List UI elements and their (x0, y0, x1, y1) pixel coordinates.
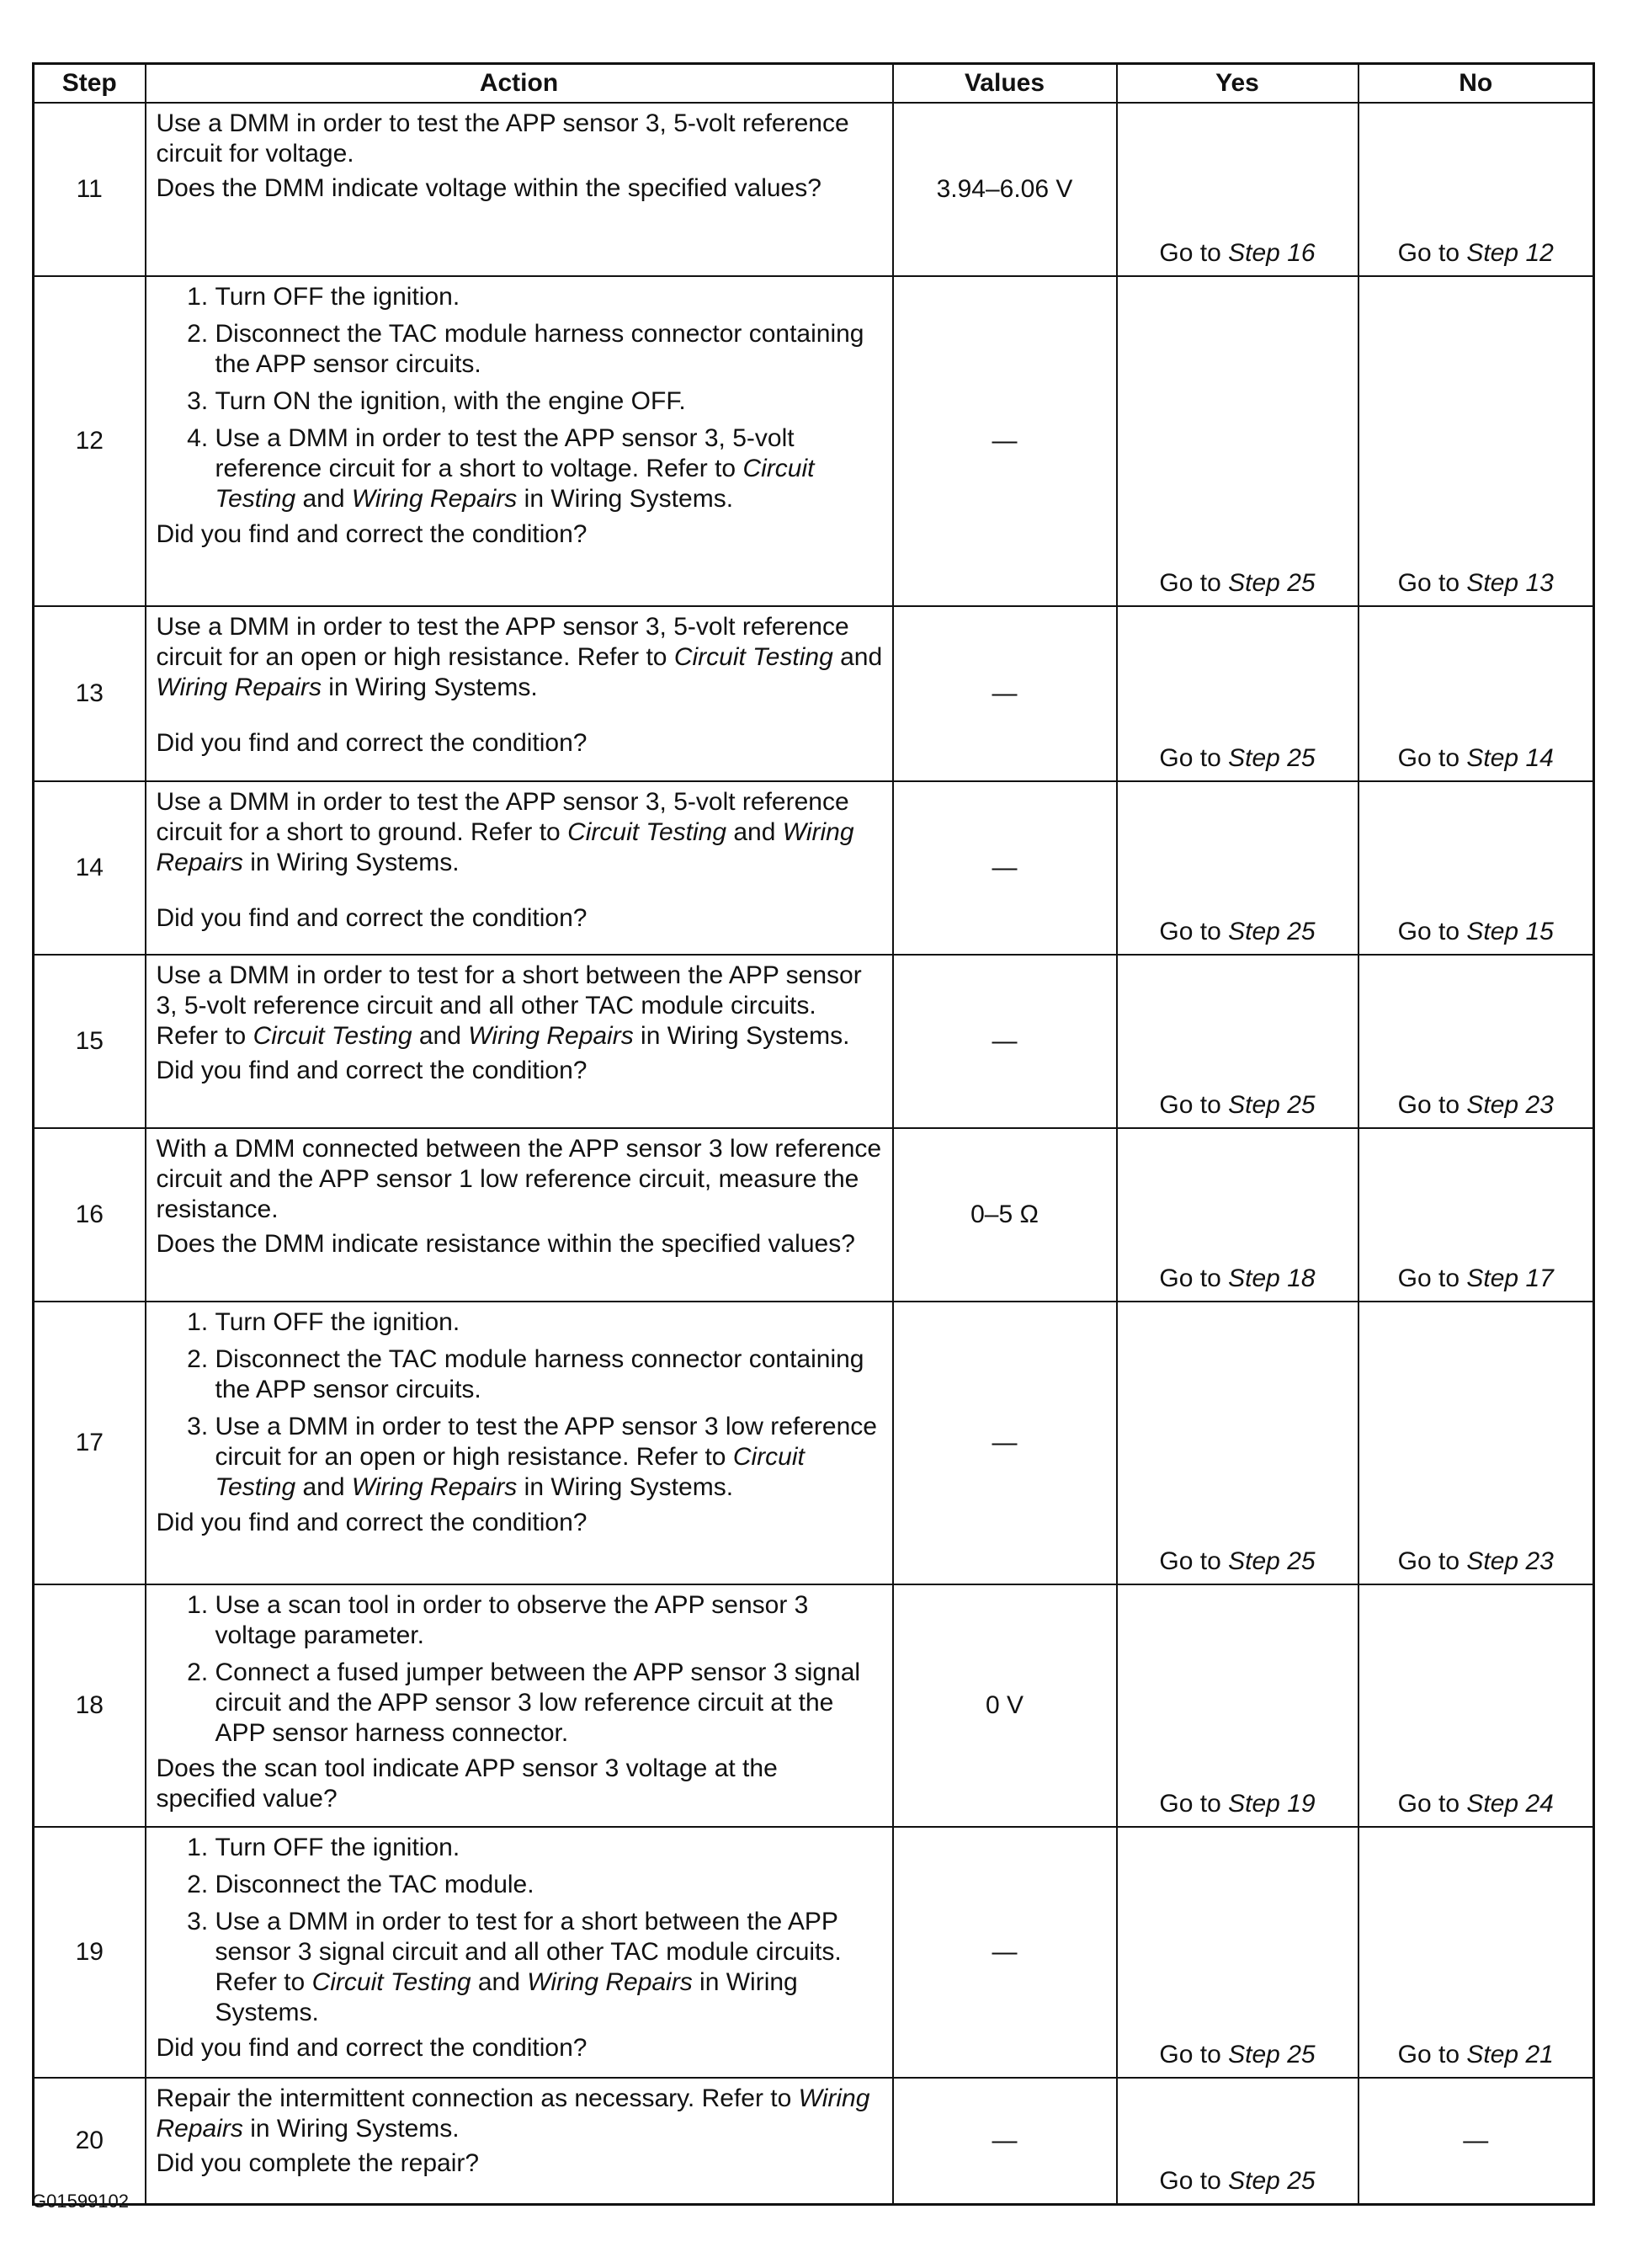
action-steps-list (157, 1590, 884, 1749)
go-to-text: Go to (1159, 1547, 1229, 1575)
reference-link-text: Wiring Repairs (351, 1473, 518, 1501)
figure-id: G01599102 (32, 2191, 129, 2212)
table-row (34, 1584, 1594, 1827)
action-list-item (215, 1870, 884, 1900)
action-text: Repair the intermittent connection as necessary. Refer to (156, 2084, 799, 2112)
no-step-link: Step 13 (1466, 569, 1554, 597)
step-action (146, 781, 893, 955)
no-step-link: Step 17 (1466, 1264, 1554, 1292)
go-to-text: Go to (1159, 1091, 1229, 1119)
action-text: Turn OFF the ignition. (215, 1834, 460, 1861)
no-step-value: — (1463, 2127, 1489, 2155)
step-action (146, 103, 893, 276)
step-action (146, 1302, 893, 1584)
step-action (146, 955, 893, 1128)
reference-link-text: Wiring Repairs (527, 1968, 693, 1996)
no-result (1358, 1827, 1594, 2078)
yes-step-link: Step 25 (1228, 744, 1316, 772)
action-list-item (215, 319, 884, 380)
reference-link-text: Wiring Repairs (156, 818, 854, 876)
no-step-link: Step 12 (1466, 239, 1554, 267)
yes-result (1117, 781, 1358, 955)
action-question: Does the DMM indicate resistance within the specified values? (156, 1230, 855, 1258)
action-text: Turn ON the ignition, with the engine OFF. (215, 387, 686, 415)
no-result (1358, 276, 1594, 606)
yes-result (1117, 1827, 1358, 2078)
no-step-link: Step 23 (1466, 1091, 1554, 1119)
reference-text: in Wiring Systems. (242, 849, 460, 876)
go-to-text: Go to (1159, 2166, 1229, 2195)
no-step-link: Step 21 (1466, 2041, 1554, 2068)
table-row (34, 276, 1594, 606)
header-values: Values (893, 64, 1117, 104)
go-to-text: Go to (1397, 918, 1467, 945)
action-list-item (215, 1590, 884, 1651)
step-number: 18 (34, 1584, 146, 1827)
reference-link-text: Circuit Testing (311, 1968, 471, 1996)
step-number: 12 (34, 276, 146, 606)
action-paragraph (157, 1134, 884, 1225)
reference-text: in Wiring Systems. (517, 485, 734, 513)
yes-step-link: Step 18 (1228, 1264, 1316, 1292)
action-steps-list (157, 1833, 884, 2028)
yes-step-link: Step 19 (1228, 1790, 1316, 1818)
action-paragraph (157, 2084, 884, 2144)
action-text: Disconnect the TAC module harness connector containing the APP sensor circuits. (215, 320, 864, 378)
reference-text: in Wiring Systems. (517, 1473, 734, 1501)
go-to-text: Go to (1397, 1264, 1467, 1292)
action-paragraph (157, 612, 884, 703)
reference-link-text: Wiring Repairs (156, 673, 322, 701)
action-text: Disconnect the TAC module harness connector containing the APP sensor circuits. (215, 1345, 864, 1403)
reference-text: and (295, 1473, 352, 1501)
action-question: Does the DMM indicate voltage within the specified values? (156, 174, 821, 202)
step-values: — (893, 1302, 1117, 1584)
go-to-text: Go to (1159, 1790, 1229, 1818)
action-list-item (215, 1307, 884, 1338)
action-text: Use a DMM in order to test for a short between the APP sensor 3 signal circuit and all other TAC module circuits. Refer to (215, 1908, 842, 1996)
action-paragraph (157, 961, 884, 1051)
go-to-text: Go to (1397, 1091, 1467, 1119)
action-steps-list (157, 1307, 884, 1503)
action-list-item (215, 1344, 884, 1405)
table-row (34, 606, 1594, 781)
step-action (146, 606, 893, 781)
no-result (1358, 1302, 1594, 1584)
table-row (34, 103, 1594, 276)
reference-link-text: Wiring Repairs (351, 485, 518, 513)
action-question: Did you find and correct the condition? (156, 1057, 588, 1084)
go-to-text: Go to (1397, 1547, 1467, 1575)
step-number: 13 (34, 606, 146, 781)
step-values: 0–5 Ω (893, 1128, 1117, 1302)
go-to-text: Go to (1397, 744, 1467, 772)
action-text: Turn OFF the ignition. (215, 283, 460, 311)
table-row (34, 955, 1594, 1128)
table-row (34, 1128, 1594, 1302)
action-paragraph (157, 787, 884, 878)
table-row (34, 781, 1594, 955)
reference-text: in Wiring Systems. (215, 1968, 798, 2026)
header-row (34, 64, 1594, 104)
step-values: — (893, 606, 1117, 781)
reference-link-text: Circuit Testing (215, 455, 815, 513)
no-step-link: Step 23 (1466, 1547, 1554, 1575)
no-step-link: Step 24 (1466, 1790, 1554, 1818)
action-list-item (215, 1833, 884, 1863)
action-question: Did you find and correct the condition? (156, 904, 588, 932)
action-text: Use a DMM in order to test for a short between the APP sensor 3, 5-volt reference circuit and all other TAC module circuits. Refer to (156, 961, 862, 1050)
step-values: 3.94–6.06 V (893, 103, 1117, 276)
reference-link-text: Wiring Repairs (156, 2084, 870, 2143)
step-number: 16 (34, 1128, 146, 1302)
yes-step-link: Step 25 (1228, 2041, 1316, 2068)
action-steps-list (157, 282, 884, 514)
yes-result (1117, 606, 1358, 781)
no-result (1358, 1584, 1594, 1827)
no-result (1358, 2078, 1594, 2204)
action-list-item (215, 282, 884, 312)
action-text: Use a DMM in order to test the APP sensor 3, 5-volt reference circuit for voltage. (156, 109, 849, 168)
table-row (34, 1827, 1594, 2078)
go-to-text: Go to (1159, 2041, 1229, 2068)
action-text: Use a DMM in order to test the APP sensor 3, 5-volt reference circuit for an open or high resistance. Refer to (156, 613, 849, 671)
reference-text: in Wiring Systems. (242, 2115, 460, 2143)
reference-text: in Wiring Systems. (633, 1022, 850, 1050)
table-row (34, 1302, 1594, 1584)
step-action (146, 1128, 893, 1302)
yes-step-link: Step 25 (1228, 1547, 1316, 1575)
action-text: Use a DMM in order to test the APP sensor 3, 5-volt reference circuit for a short to voltage. Refer to (215, 424, 795, 482)
action-text: Connect a fused jumper between the APP sensor 3 signal circuit and the APP sensor 3 low reference circuit at the APP sensor harness connector. (215, 1658, 861, 1747)
action-list-item (215, 1658, 884, 1749)
action-paragraph (157, 109, 884, 169)
no-step-link: Step 15 (1466, 918, 1554, 945)
action-text: Use a DMM in order to test the APP sensor 3, 5-volt reference circuit for a short to ground. Refer to (156, 788, 849, 846)
action-text: Use a DMM in order to test the APP sensor 3 low reference circuit for an open or high resistance. Refer to (215, 1413, 877, 1471)
step-number: 20 (34, 2078, 146, 2204)
action-list-item (215, 423, 884, 514)
step-values: — (893, 955, 1117, 1128)
step-action (146, 276, 893, 606)
action-question: Did you find and correct the condition? (156, 520, 588, 548)
yes-result (1117, 276, 1358, 606)
action-question: Did you find and correct the condition? (156, 729, 588, 757)
yes-step-link: Step 25 (1228, 1091, 1316, 1119)
yes-step-link: Step 25 (1228, 2166, 1316, 2195)
step-number: 14 (34, 781, 146, 955)
step-number: 11 (34, 103, 146, 276)
yes-result (1117, 103, 1358, 276)
reference-text: in Wiring Systems. (321, 673, 538, 701)
go-to-text: Go to (1159, 918, 1229, 945)
header-yes: Yes (1117, 64, 1358, 104)
step-values: — (893, 781, 1117, 955)
reference-text: and (471, 1968, 528, 1996)
action-list-item (215, 386, 884, 417)
no-result (1358, 781, 1594, 955)
go-to-text: Go to (1397, 2041, 1467, 2068)
step-action (146, 1827, 893, 2078)
action-text: Disconnect the TAC module. (215, 1871, 534, 1898)
action-text: With a DMM connected between the APP sensor 3 low reference circuit and the APP sensor 1 low reference circuit, measure the resistance. (156, 1135, 882, 1223)
go-to-text: Go to (1159, 744, 1229, 772)
action-text: Use a scan tool in order to observe the APP sensor 3 voltage parameter. (215, 1591, 809, 1649)
go-to-text: Go to (1159, 569, 1229, 597)
header-no: No (1358, 64, 1594, 104)
go-to-text: Go to (1397, 569, 1467, 597)
diagnostic-table (32, 62, 1595, 2206)
step-action (146, 1584, 893, 1827)
no-result (1358, 955, 1594, 1128)
go-to-text: Go to (1397, 1790, 1467, 1818)
action-question: Did you find and correct the condition? (156, 1509, 588, 1536)
action-text: Turn OFF the ignition. (215, 1308, 460, 1336)
reference-link-text: Circuit Testing (567, 818, 727, 846)
reference-text: and (832, 643, 883, 671)
step-number: 15 (34, 955, 146, 1128)
action-question: Did you find and correct the condition? (156, 2034, 588, 2062)
reference-link-text: Circuit Testing (673, 643, 833, 671)
table-body (34, 103, 1594, 2204)
yes-step-link: Step 25 (1228, 569, 1316, 597)
go-to-text: Go to (1159, 1264, 1229, 1292)
no-step-link: Step 14 (1466, 744, 1554, 772)
yes-result (1117, 2078, 1358, 2204)
action-question: Did you complete the repair? (156, 2149, 480, 2177)
action-list-item (215, 1907, 884, 2028)
yes-result (1117, 1302, 1358, 1584)
step-number: 17 (34, 1302, 146, 1584)
go-to-text: Go to (1159, 239, 1229, 267)
no-result (1358, 1128, 1594, 1302)
header-step: Step (34, 64, 146, 104)
reference-text: and (412, 1022, 469, 1050)
action-list-item (215, 1412, 884, 1503)
no-result (1358, 606, 1594, 781)
reference-link-text: Circuit Testing (253, 1022, 412, 1050)
step-values: — (893, 1827, 1117, 2078)
table-row (34, 2078, 1594, 2204)
yes-result (1117, 1128, 1358, 1302)
header-action: Action (146, 64, 893, 104)
go-to-text: Go to (1397, 239, 1467, 267)
yes-step-link: Step 25 (1228, 918, 1316, 945)
step-action (146, 2078, 893, 2204)
reference-link-text: Circuit Testing (215, 1443, 805, 1501)
step-values: — (893, 276, 1117, 606)
reference-link-text: Wiring Repairs (468, 1022, 634, 1050)
no-result (1358, 103, 1594, 276)
table-header (34, 64, 1594, 104)
yes-result (1117, 1584, 1358, 1827)
yes-step-link: Step 16 (1228, 239, 1316, 267)
action-question: Does the scan tool indicate APP sensor 3 voltage at the specified value? (156, 1754, 778, 1813)
step-number: 19 (34, 1827, 146, 2078)
reference-text: and (726, 818, 783, 846)
step-values: — (893, 2078, 1117, 2204)
step-values: 0 V (893, 1584, 1117, 1827)
reference-text: and (295, 485, 352, 513)
yes-result (1117, 955, 1358, 1128)
